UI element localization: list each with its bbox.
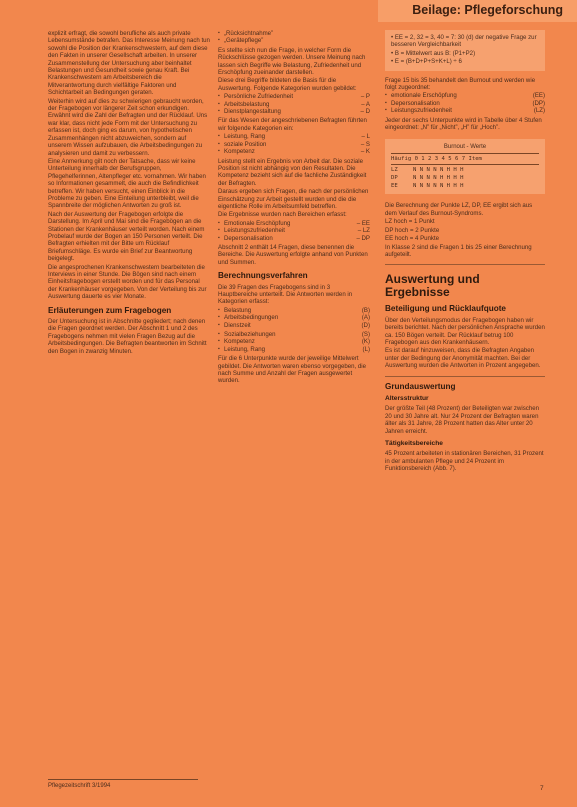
column-3	[385, 30, 545, 474]
paragraph: Abschnitt 2 enthält 14 Fragen, diese benennen die Bereiche. Die Auswertung erfolgte anhand von Punkten und Summen.	[218, 243, 368, 266]
list-item: ▪ Leistung, Rang – L	[218, 133, 370, 140]
list-item: ▪ Dienstplangestaltung – D	[218, 108, 370, 115]
paragraph: Die Berechnung der Punkte LZ, DP, EE ergibt sich aus dem Verlauf des Burnout-Syndroms.	[385, 202, 533, 217]
list-item: ▪ Persönliche Zufriedenheit – P	[218, 93, 370, 100]
table-row: LZ N N N N N H H H	[391, 167, 464, 174]
list-item: ▪ emotionale Erschöpfung (EE)	[385, 92, 545, 99]
paragraph: Nach der Auswertung der Fragebogen erfolgte die Darstellung. Im April und Mai sind die Fragebögen an die Stationen der Krankenhäuser verteilt worden. Nach einem Probelauf wurde der Bogen an 150 Personen verteilt. Die Befragten erhielten mit der Bitte um Rücklauf Briefumschläge. Es wurde ein Brief zur Beantwortung beigelegt.	[48, 210, 205, 263]
paragraph: Der Untersuchung ist in Abschnitte gegliedert; nach denen die Fragen geordnet werden. Der Abschnitt 1 und 2 des Fragebogens nehmen mit vielen Fragen Bezug auf die Arbeitsbedingungen. Die Befragten beantworten im Schnitt den Bogen in zwanzig Minuten.	[48, 318, 207, 355]
paragraph: Diese drei Begriffe bildeten die Basis für die Auswertung. Folgende Kategorien wurden gebildet:	[218, 77, 357, 92]
paragraph: Die angesprochenen Krankenschwestern bearbeiteten die Interviews in einer Stunde. Die Bögen sind nach einem Einheitsfragebogen erstellt worden und für das Personal der Krankenhäuser vorgegeben. Von der Verteilung bis zur Auswertung dauerte es vier Monate.	[48, 263, 207, 301]
list-item: ▪ Kompetenz (K)	[218, 338, 370, 345]
table-row: EE N N N N N H H H	[391, 183, 464, 190]
paragraph: Der größte Teil (48 Prozent) der Beteiligten war zwischen 20 und 30 Jahre alt. Nur 24 Prozent der Befragten waren älter als 31 Jahre, 28 Prozent hatten das Alter unter 20 Jahren erreicht.	[385, 405, 539, 435]
list-item: ▪ soziale Position – S	[218, 141, 370, 148]
page-title: Beilage: Pflegeforschung	[412, 3, 563, 17]
list-item: ▪ „Gerätepflege”	[218, 37, 370, 44]
list-item: ▪ Dienstzeit (D)	[218, 322, 370, 329]
divider	[385, 264, 545, 265]
bullet-list	[218, 30, 370, 45]
formula-line: • E = (B+D+P+S+K+L) ÷ 6	[391, 58, 462, 66]
list-item: ▪ Arbeitsbedingungen (A)	[218, 314, 370, 321]
section-heading: Grundauswertung	[385, 381, 456, 391]
list-item: ▪ Depersonalisation (DP)	[385, 100, 545, 107]
paragraph: Über den Verteilungsmodus der Fragebogen haben wir bereits berichtet. Nach der persönlichen Ansprache wurden ca. 150 Bögen verteilt. Der Rücklauf betrug 100 Fragebogen aus den Krankenhäusern.	[385, 316, 545, 346]
subsection-heading: Tätigkeitsbereiche	[385, 440, 443, 447]
list-item: ▪ „Rücksichtnahme”	[218, 30, 370, 37]
paragraph: Die Ergebnisse wurden nach Bereichen erfasst:	[218, 211, 347, 219]
header-bar	[378, 0, 577, 22]
paragraph: In Klasse 2 sind die Fragen 1 bis 25 einer Berechnung aufgeteilt.	[385, 243, 532, 258]
list-item: ▪ Kompetenz – K	[218, 148, 370, 155]
paragraph: LZ hoch = 1 Punkt	[385, 218, 435, 226]
footer-divider	[48, 779, 198, 780]
paragraph: 45 Prozent arbeiteten in stationären Bereichen, 31 Prozent in der ambulanten Pflege und 24 Prozent im Funktionsbereich (Abb. 7).	[385, 450, 544, 473]
page-number: 7	[540, 785, 544, 792]
section-heading: Auswertung und Ergebnisse	[385, 272, 480, 300]
paragraph: Daraus ergeben sich Fragen, die nach der persönlichen Einschätzung zur Arbeit gestellt wurden und die die eigentliche Rolle im Arbeitsumfeld betreffen.	[218, 188, 369, 210]
paragraph: DP hoch = 2 Punkte	[385, 226, 440, 234]
table-header: Häufig 0 1 2 3 4 5 6 7 Item	[391, 156, 482, 163]
formula-line: • EE = 2, 32 = 3, 40 = 7: 30 (d) der negative Frage zur besseren Vergleichbarkeit	[391, 34, 537, 49]
bullet-list	[218, 307, 370, 329]
table-title: Burnout - Werte	[443, 144, 487, 151]
column-2	[218, 30, 370, 386]
formula-line: • B = Mittelwert aus B: (P1+P2)	[391, 49, 476, 57]
bullet-list	[218, 133, 370, 155]
list-item: ▪ Leistung, Rang (L)	[218, 346, 370, 353]
list-item: ▪ Leistungszufriedenheit – LZ	[218, 227, 370, 234]
paragraph: EE hoch = 4 Punkte	[385, 235, 440, 243]
paragraph: Für das Wesen der angeschriebenen Befragten führten wir folgende Kategorien ein:	[218, 117, 367, 132]
paragraph: explizit erfragt, die sowohl berufliche als auch private Lebensumstände betrafen. Das Interesse Meinung nach tun sowohl die Position der Krankenschwestern, auf dem diese den Fakten in unserer Gesellschaft arbeiten. In unserer Zusammenstellung der Untersuchung aber beinhaltet Belastungen und Gesundheit sowie genau Kraft. Bei Krankenschwestern am Arbeitsbereich die Mitverantwortung durch vielfältige Faktoren und Schichtarbeit an Bedingungen geraten.	[48, 30, 210, 97]
bullet-list	[218, 93, 370, 115]
footer-source: Pflegezeitschrift 3/1994	[48, 783, 111, 789]
burnout-table	[385, 139, 545, 194]
paragraph: Es ist darauf hinzuweisen, dass die Befragten Angaben unter der Bedingung der Anonymität machten. Bei der Auswertung wurden die Antworten in Prozent angegeben.	[385, 347, 541, 370]
section-heading: Erläuterungen zum Fragebogen	[48, 305, 172, 315]
table-row: DP N N N N H H H H	[391, 175, 464, 182]
formula-box	[385, 30, 545, 71]
list-item: ▪ Emotionale Erschöpfung – EE	[218, 220, 370, 227]
paragraph: Eine Anmerkung gilt noch der Tatsache, dass wir keine Unterteilung innerhalb der Berufsgruppen, Pflegehelferinnen, Altenpfleger etc. vornahmen. Wir haben so Informationen gesammelt, die auch die Befindlichkeit betreffen. Wir haben versucht, einen Einblick in die Probleme zu geben. Eine Einteilung unterbleibt, weil die Spannbreite der möglichen Antworten zu groß ist.	[48, 157, 206, 210]
divider	[391, 164, 539, 165]
subsection-heading: Beteiligung und Rücklaufquote	[385, 304, 506, 314]
list-item: ▪ Sozialbeziehungen (S)	[218, 331, 370, 338]
list-item: ▪ Leistungszufriedenheit (LZ)	[385, 107, 545, 114]
paragraph: Es stellte sich nun die Frage, in welcher Form die Rückschlüsse gezogen werden. Unsere Meinung nach lassen sich Begriffe wie Belastung, Zufriedenheit und Erschöpfung zueinander darstellen.	[218, 46, 366, 77]
paragraph: Weiterhin wird auf dies zu schwierigen gebraucht worden, der Fragebogen vor längerer Zeit schon erkundigen. Erwähnt wird die Zahl der Befragten und der Rücklauf. Uns war klar, dass nicht jede Form mit der Untersuchung zu erfassen ist, doch ging es darum, von hypothetischen Zusammenhängen nicht abzuweichen, sondern auf unserem Wissen aufzubauen, die Arbeitsbedingungen zu analysieren und damit zu verbessern.	[48, 97, 208, 157]
bullet-list	[385, 92, 545, 114]
list-item: ▪ Arbeitsbelastung – A	[218, 101, 370, 108]
bullet-list	[218, 331, 370, 353]
list-item: ▪ Depersonalisation – DP	[218, 235, 370, 242]
paragraph: Jeder der sechs Unterpunkte wird in Tabelle über 4 Stufen eingeordnet: „N” für „Nicht”, „H” für „Hoch”.	[385, 116, 542, 132]
paragraph: Leistung stellt ein Ergebnis von Arbeit dar. Die soziale Position ist nicht abhängig von den Resultaten. Die Kompetenz bezieht sich auf die fachliche Zuständigkeit der Befragten.	[218, 157, 367, 187]
subsection-heading: Altersstruktur	[385, 394, 429, 402]
bullet-list	[218, 220, 370, 242]
paragraph: Frage 15 bis 35 behandelt den Burnout und werden wie folgt zugeordnet:	[385, 76, 536, 92]
column-1	[48, 30, 210, 356]
paragraph: Die 39 Fragen des Fragebogens sind in 3 Hauptbereiche unterteilt. Die Antworten werden in Kategorien erfasst:	[218, 283, 353, 306]
section-heading: Berechnungsverfahren	[218, 271, 308, 281]
divider	[385, 376, 545, 377]
list-item: ▪ Belastung (B)	[218, 307, 370, 314]
paragraph: Für die 6 Unterpunkte wurde der jeweilige Mittelwert gebildet. Die Antworten waren ebenso vorgegeben, die nach Summe und Anzahl der Fragen ausgewertet wurden.	[218, 355, 367, 385]
divider	[391, 153, 539, 154]
